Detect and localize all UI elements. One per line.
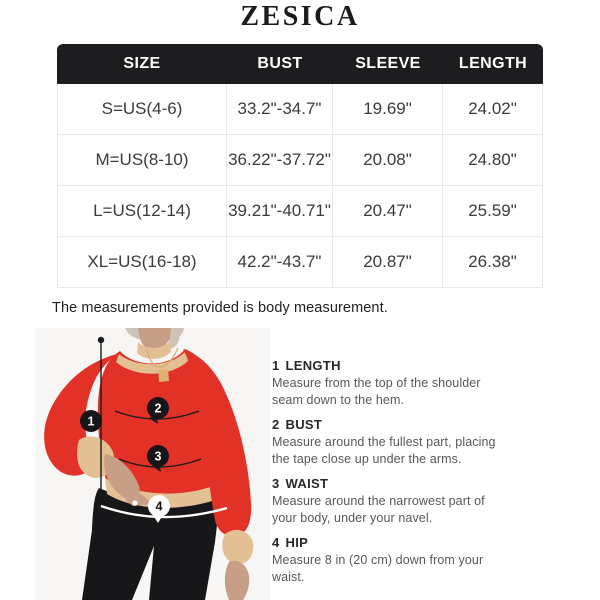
table-cell: 24.02": [443, 84, 543, 135]
guide-description: Measure around the fullest part, placing the tape close up under the arms.: [272, 435, 496, 466]
marker-2-number: 2: [154, 401, 162, 416]
table-cell: 26.38": [443, 237, 543, 288]
marker-4-number: 4: [155, 499, 163, 514]
guide-item-hip: [272, 534, 552, 586]
guide-title: [272, 475, 552, 493]
table-cell: 36.22"-37.72": [227, 135, 333, 186]
guide-number: 3: [272, 476, 280, 491]
table-cell: M=US(8-10): [57, 135, 227, 186]
guide-title: [272, 416, 552, 434]
guide-description: Measure around the narrowest part of your body, under your navel.: [272, 494, 485, 525]
guide-label: LENGTH: [285, 358, 341, 373]
guide-item-bust: [272, 416, 552, 468]
col-header-size: SIZE: [57, 44, 227, 84]
table-cell: S=US(4-6): [57, 84, 227, 135]
size-table: [57, 44, 543, 288]
table-row-s: [57, 84, 543, 135]
col-header-bust: BUST: [227, 44, 333, 84]
guide-number: 2: [272, 417, 280, 432]
table-cell: L=US(12-14): [57, 186, 227, 237]
guide-title: [272, 357, 552, 375]
length-line-top-dot: [98, 337, 104, 343]
table-cell: 19.69": [333, 84, 443, 135]
table-cell: 39.21"-40.71": [227, 186, 333, 237]
table-cell: 33.2"-34.7": [227, 84, 333, 135]
hip-line-dot: [132, 500, 137, 505]
guide-item-length: [272, 357, 552, 409]
guide-item-waist: [272, 475, 552, 527]
guide-label: BUST: [285, 417, 323, 432]
guide-description: Measure 8 in (20 cm) down from your waist.: [272, 553, 484, 584]
brand-logo: ZESICA: [240, 1, 360, 32]
guide-label: HIP: [285, 535, 309, 550]
table-row-l: [57, 186, 543, 237]
table-cell: XL=US(16-18): [57, 237, 227, 288]
col-header-sleeve: SLEEVE: [333, 44, 443, 84]
measuring-guide: [272, 357, 552, 593]
table-cell: 42.2"-43.7": [227, 237, 333, 288]
table-row-xl: [57, 237, 543, 288]
table-cell: 20.87": [333, 237, 443, 288]
guide-number: 1: [272, 358, 280, 373]
marker-1-number: 1: [87, 414, 95, 429]
table-cell: 20.08": [333, 135, 443, 186]
measurement-note: The measurements provided is body measurement.: [52, 300, 388, 316]
col-header-length: LENGTH: [443, 44, 543, 84]
table-row-m: [57, 135, 543, 186]
marker-3-number: 3: [154, 449, 162, 464]
guide-description: Measure from the top of the shoulder seam down to the hem.: [272, 376, 481, 407]
guide-title: [272, 534, 552, 552]
necklace-pendant: [158, 369, 169, 382]
guide-label: WAIST: [285, 476, 329, 491]
model-photo: [35, 328, 270, 600]
table-cell: 20.47": [333, 186, 443, 237]
size-table-header: [57, 44, 543, 84]
table-cell: 24.80": [443, 135, 543, 186]
guide-number: 4: [272, 535, 280, 550]
table-cell: 25.59": [443, 186, 543, 237]
